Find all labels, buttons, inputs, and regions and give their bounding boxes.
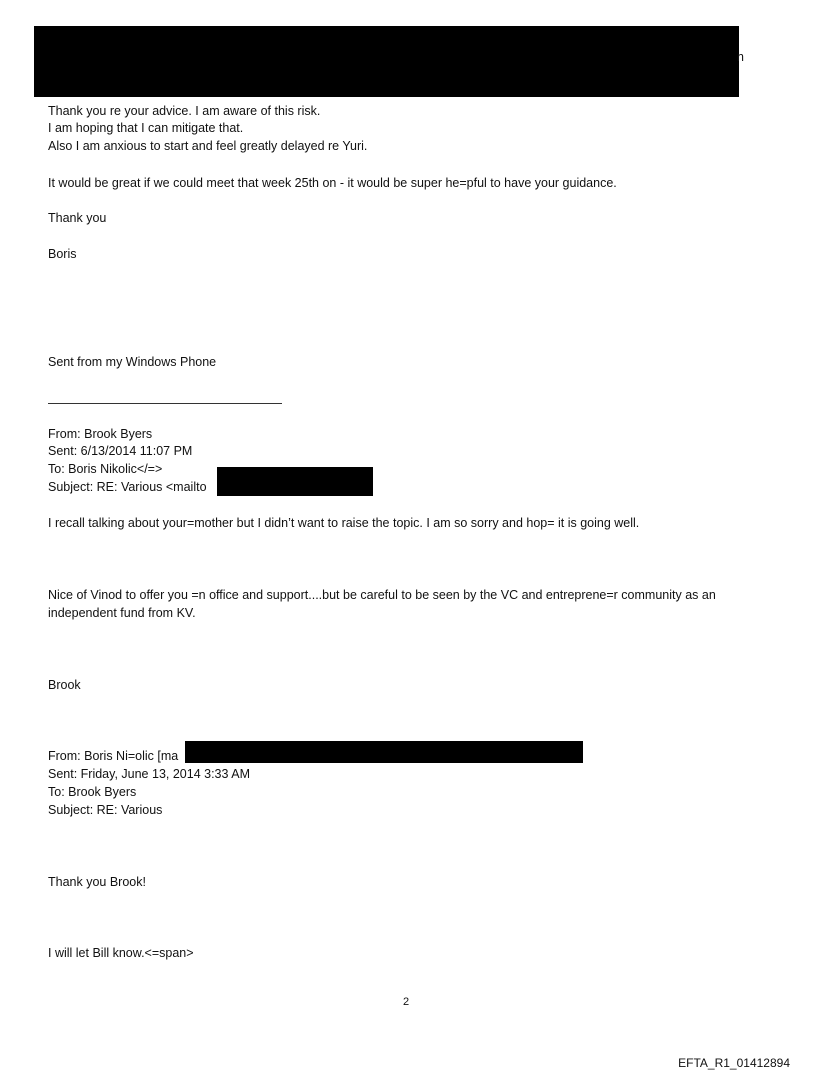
reply-line-1: Thank you re your advice. I am aware of this risk. xyxy=(48,104,321,118)
quoted1-to: To: Boris Nikolic</=> xyxy=(48,462,163,476)
page-number: 2 xyxy=(403,996,410,1008)
redaction-block-header xyxy=(34,26,739,97)
document-id: EFTA_R1_01412894 xyxy=(678,1056,790,1070)
quoted1-from: From: Brook Byers xyxy=(48,427,153,441)
quoted2-sent: Sent: Friday, June 13, 2014 3:33 AM xyxy=(48,767,250,781)
quoted2-subject: Subject: RE: Various xyxy=(48,803,163,817)
quoted2-body-2: I will let Bill know.<=span> xyxy=(48,946,194,960)
quoted2-to: To: Brook Byers xyxy=(48,785,137,799)
reply-line-4: It would be great if we could meet that week 25th on - it would be super he=pful to have your guidance. xyxy=(48,176,617,190)
quoted1-subject: Subject: RE: Various <mailto xyxy=(48,480,207,494)
sent-from-phone: Sent from my Windows Phone xyxy=(48,355,217,369)
reply-line-2: I am hoping that I can mitigate that. xyxy=(48,121,244,135)
quoted2-body-1: Thank you Brook! xyxy=(48,875,146,889)
redaction-block-from xyxy=(185,741,583,763)
reply-signature: Boris xyxy=(48,247,77,261)
separator-line xyxy=(48,403,282,404)
quoted1-body-2: Nice of Vinod to offer you =n office and support....but be careful to be seen by the VC and entreprene=r community as an independent fund from KV. xyxy=(48,588,716,620)
reply-line-3: Also I am anxious to start and feel greatly delayed re Yuri. xyxy=(48,139,368,153)
reply-thanks: Thank you xyxy=(48,211,107,225)
quoted1-body-1: I recall talking about your=mother but I didn’t want to raise the topic. I am so sorry and hop= it is going well. xyxy=(48,516,640,530)
redaction-block-mailto xyxy=(217,467,373,496)
quoted2-from: From: Boris Ni=olic [ma xyxy=(48,749,179,763)
quoted1-sent: Sent: 6/13/2014 11:07 PM xyxy=(48,444,193,458)
quoted1-signature: Brook xyxy=(48,678,81,692)
header-fragment: n xyxy=(737,50,744,64)
